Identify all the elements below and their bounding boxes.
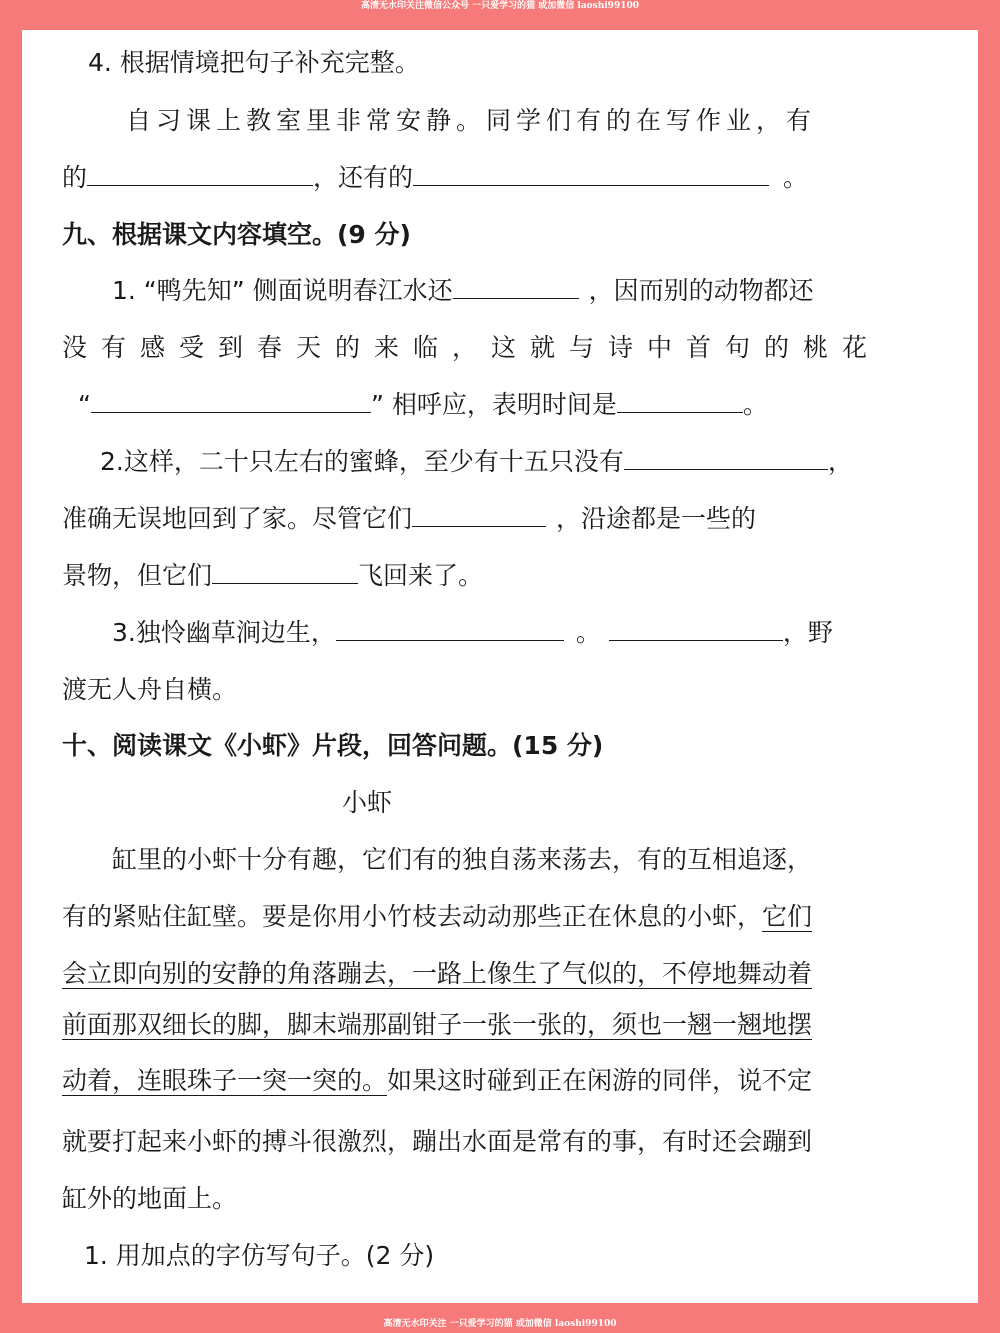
- s10-question-1: 1. 用加点的字仿写句子。(2 分): [84, 1241, 435, 1270]
- s9-item2-line1: [100, 447, 853, 477]
- s9-item2-text-f: 飞回来了。: [358, 561, 484, 590]
- s9-item3-line2: 渡无人舟自横。: [62, 675, 238, 704]
- worksheet-page: [22, 30, 978, 1303]
- passage-line-5: [62, 1066, 812, 1096]
- s9-blank-6[interactable]: [212, 561, 358, 584]
- s9-item3-text-b: 。: [575, 618, 601, 647]
- passage-line-1: 缸里的小虾十分有趣，它们有的独自荡来荡去，有的互相追逐，: [112, 845, 813, 874]
- s9-item1-text-e: ” 相呼应，表明时间是: [370, 390, 617, 419]
- q4-text-a: 的: [62, 163, 88, 192]
- s9-item3-line1: [112, 618, 833, 648]
- passage-underlined-3: 会立即向别的安静的角落蹦去，一路上像生了气似的，不停地舞动着: [62, 959, 813, 988]
- s9-item1-text-b: ，因而别的动物都还: [588, 276, 814, 305]
- passage-line-5b: 如果这时碰到正在闲游的同伴，说不定: [387, 1066, 813, 1095]
- s9-item2-text-b: ，: [827, 447, 853, 476]
- s9-item2-line2: [62, 504, 756, 534]
- q4-text-c: 。: [783, 163, 809, 192]
- q4-sentence-line2: [62, 163, 808, 193]
- s9-item2-text-c: 准确无误地回到了家。尽管它们: [62, 504, 413, 533]
- q4-blank-2[interactable]: [413, 163, 769, 186]
- s9-item1-text-a: 1. “鸭先知” 侧面说明春江水还: [112, 276, 453, 305]
- s9-item2-text-d: ，沿途都是一些的: [556, 504, 757, 533]
- s9-item2-text-e: 景物，但它们: [62, 561, 213, 590]
- s9-item1-text-f: 。: [742, 390, 768, 419]
- s9-item1-line1: [112, 276, 814, 306]
- q4-text-b: ，还有的: [313, 163, 414, 192]
- section10-heading: 十、阅读课文《小虾》片段，回答问题。(15 分): [62, 731, 604, 760]
- s9-blank-1[interactable]: [453, 276, 579, 299]
- top-watermark-banner: 高清无水印关注微信公众号 一只爱学习的猫 或加微信 laoshi99100: [361, 1, 639, 11]
- passage-title: 小虾: [342, 788, 393, 817]
- s9-blank-3[interactable]: [617, 390, 743, 413]
- passage-line-6: 就要打起来小虾的搏斗很激烈，蹦出水面是常有的事，有时还会蹦到: [62, 1127, 813, 1156]
- q4-blank-1[interactable]: [87, 163, 313, 186]
- s9-blank-5[interactable]: [412, 504, 546, 527]
- passage-line-2: [62, 902, 812, 932]
- section9-heading: 九、根据课文内容填空。(9 分): [62, 220, 411, 249]
- passage-line-2a: 有的紧贴住缸壁。要是你用小竹枝去动动那些正在休息的小虾，: [62, 902, 763, 931]
- q4-prompt: 4. 根据情境把句子补充完整。: [88, 48, 420, 77]
- bottom-watermark-banner: 高清无水印关注 一只爱学习的猫 或加微信 laoshi99100: [383, 1319, 617, 1329]
- s9-blank-8[interactable]: [609, 618, 783, 641]
- passage-underlined-4: 前面那双细长的脚，脚末端那副钳子一张一张的，须也一翘一翘地摆: [62, 1010, 813, 1039]
- passage-underlined-start: 它们: [762, 902, 813, 931]
- passage-line-3: [62, 959, 812, 989]
- s9-item2-line3: [62, 561, 483, 591]
- passage-line-4: [62, 1010, 812, 1040]
- s9-item1-line3: [78, 390, 768, 420]
- s9-blank-7[interactable]: [336, 618, 564, 641]
- s9-item1-text-d: “: [78, 390, 91, 419]
- s9-item3-text-c: ，野: [782, 618, 833, 647]
- s9-item1-line2: 没有感受到春天的来临，这就与诗中首句的桃花: [62, 333, 882, 362]
- q4-sentence-line1: 自习课上教室里非常安静。同学们有的在写作业，有: [126, 106, 817, 135]
- s9-blank-4[interactable]: [624, 447, 828, 470]
- passage-line-7: 缸外的地面上。: [62, 1184, 238, 1213]
- s9-item2-text-a: 2.这样，二十只左右的蜜蜂，至少有十五只没有: [100, 447, 624, 476]
- s9-blank-2[interactable]: [91, 390, 371, 413]
- s9-item3-text-a: 3.独怜幽草涧边生，: [112, 618, 336, 647]
- passage-underlined-5: 动着，连眼珠子一突一突的。: [62, 1066, 388, 1095]
